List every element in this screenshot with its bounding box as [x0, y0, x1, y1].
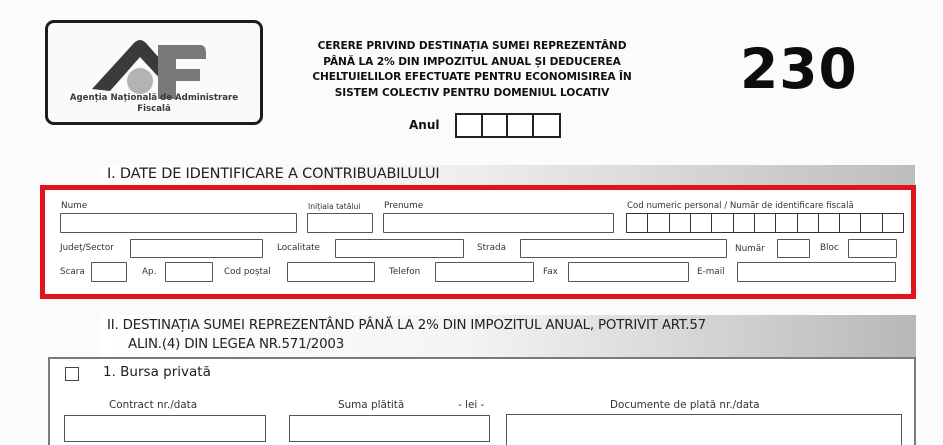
cnp-digit[interactable]: [734, 214, 755, 232]
scara-input[interactable]: [91, 262, 127, 282]
bursa-privata-checkbox[interactable]: [65, 367, 79, 381]
judet-input[interactable]: [130, 239, 263, 258]
strada-label: Strada: [477, 243, 507, 253]
cnp-input[interactable]: [626, 213, 904, 233]
numar-input[interactable]: [777, 239, 810, 258]
cnp-digit[interactable]: [670, 214, 691, 232]
telefon-input[interactable]: [435, 262, 534, 282]
year-digit-1[interactable]: [457, 115, 483, 136]
cnp-digit[interactable]: [691, 214, 712, 232]
cnp-digit[interactable]: [627, 214, 648, 232]
section1-title: I. DATE DE IDENTIFICARE A CONTRIBUABILULUI: [107, 166, 440, 182]
fax-label: Fax: [543, 267, 558, 277]
year-digit-4[interactable]: [534, 115, 560, 136]
fax-input[interactable]: [568, 262, 689, 282]
localitate-input[interactable]: [335, 239, 464, 258]
strada-input[interactable]: [520, 239, 727, 258]
cnp-digit[interactable]: [798, 214, 819, 232]
nume-input[interactable]: [60, 213, 297, 233]
documente-plata-label: Documente de plată nr./data: [610, 399, 760, 411]
telefon-label: Telefon: [389, 267, 421, 277]
form-title: CERERE PRIVIND DESTINAȚIA SUMEI REPREZENTÂND PÂNĂ LA 2% DIN IMPOZITUL ANUAL ȘI DEDUCEREA CHELTUIELILOR EFECTUATE PENTRU ECONOMISIREA ÎN SISTEM COLECTIV PENTRU DOMENIUL LOCATIV: [312, 40, 632, 99]
cnp-digit[interactable]: [861, 214, 882, 232]
nume-label: Nume: [61, 201, 88, 211]
cnp-digit[interactable]: [712, 214, 733, 232]
section2-title: II. DESTINAȚIA SUMEI REPREZENTÂND PÂNĂ LA 2% DIN IMPOZITUL ANUAL, POTRIVIT ART.57 ALIN.(4) DIN LEGEA NR.571/2003: [107, 318, 707, 352]
ap-label: Ap.: [142, 267, 157, 277]
suma-platita-label: Suma plătită: [338, 399, 405, 411]
numar-label: Număr: [735, 244, 765, 254]
documente-plata-input[interactable]: [506, 414, 902, 445]
agency-name: Agenția Națională de Administrare Fiscală: [69, 93, 239, 114]
suma-unit-label: - lei -: [458, 399, 485, 411]
prenume-input[interactable]: [383, 213, 614, 233]
suma-platita-input[interactable]: [289, 415, 490, 442]
bursa-privata-label: 1. Bursa privată: [103, 364, 211, 380]
year-digit-3[interactable]: [508, 115, 534, 136]
bloc-input[interactable]: [848, 239, 897, 258]
contract-label: Contract nr./data: [109, 399, 198, 411]
contract-input[interactable]: [64, 415, 266, 442]
scara-label: Scara: [60, 267, 85, 277]
form-number: 230: [740, 37, 858, 101]
year-input[interactable]: [455, 113, 561, 138]
anaf-roof-af-logo-icon: [88, 31, 206, 101]
cnp-digit[interactable]: [819, 214, 840, 232]
cod-postal-label: Cod poștal: [224, 267, 271, 277]
ap-input[interactable]: [165, 262, 213, 282]
cnp-digit[interactable]: [883, 214, 903, 232]
cod-postal-input[interactable]: [287, 262, 375, 282]
cnp-digit[interactable]: [776, 214, 797, 232]
cnp-digit[interactable]: [840, 214, 861, 232]
cnp-label: Cod numeric personal / Număr de identificare fiscală: [627, 201, 854, 211]
prenume-label: Prenume: [384, 201, 424, 211]
cnp-digit[interactable]: [755, 214, 776, 232]
bloc-label: Bloc: [820, 243, 839, 253]
localitate-label: Localitate: [277, 243, 320, 253]
cnp-digit[interactable]: [648, 214, 669, 232]
email-label: E-mail: [697, 267, 725, 277]
email-input[interactable]: [737, 262, 896, 282]
initiala-label: Inițiala tatălui: [308, 202, 361, 211]
anaf-logo: [45, 20, 263, 125]
year-label: Anul: [409, 118, 440, 132]
year-digit-2[interactable]: [483, 115, 509, 136]
judet-label: Județ/Sector: [60, 243, 114, 253]
initiala-input[interactable]: [307, 213, 373, 233]
